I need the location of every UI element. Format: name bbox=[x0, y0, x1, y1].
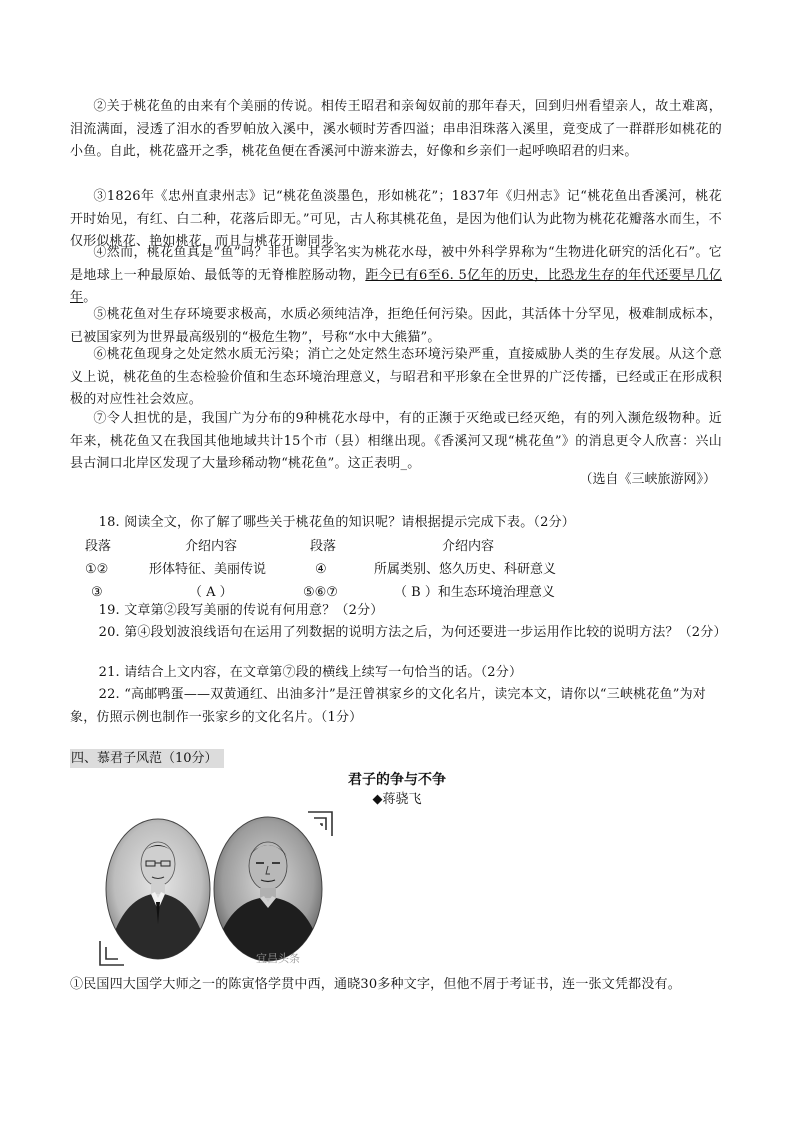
section-heading: 四、慕君子风范（10分） bbox=[70, 749, 224, 768]
frame-corner-top-right bbox=[308, 812, 332, 836]
frame-corner-bottom-left bbox=[100, 941, 124, 965]
question-20: 20. 第④段划波浪线语句在运用了列数据的说明方法之后，为何还要进一步运用作比较的说明方法？（2分） bbox=[98, 625, 727, 640]
paragraph-5: ⑤桃花鱼对生存环境要求极高，水质必须纯洁净，拒绝任何污染。因此，其活体十分罕见，极难制成标本，已被国家列为世界最高级别的“极危生物”，号称“水中大熊猫”。 bbox=[70, 307, 722, 345]
paragraph-4-end: 。 bbox=[83, 290, 97, 305]
portrait-illustration bbox=[96, 806, 336, 971]
portrait-photo bbox=[96, 806, 336, 971]
table-header-row bbox=[85, 535, 645, 558]
paragraph-4-wavy-sentence: 距今已有6至6. 5亿年的历史，比恐龙生存的年代还要早几亿年 bbox=[70, 267, 722, 305]
table-cell: ④ bbox=[315, 562, 327, 577]
table-header-cell: 介绍内容 bbox=[185, 539, 238, 554]
question-21: 21. 请结合上文内容，在文章第⑦段的横线上续写一句恰当的话。（2分） bbox=[98, 665, 523, 680]
table-cell: 所属类别、悠久历史、科研意义 bbox=[374, 562, 557, 577]
table-cell: ③ bbox=[91, 585, 103, 600]
table-header-cell: 介绍内容 bbox=[442, 539, 495, 554]
paragraph-4-text: ④然而，桃花鱼真是“鱼”吗？非也。其学名实为桃花水母，被中外科学界称为“生物进化研究的活化石”。它是地球上一种最原始、最低等的无脊椎腔肠动物， bbox=[70, 245, 722, 283]
watermark-label: 宜昌头条 bbox=[256, 952, 300, 965]
paragraph-2: ②关于桃花鱼的由来有个美丽的传说。相传王昭君和亲匈奴前的那年春天，回到归州看望亲人，故土难离，泪流满面，浸透了泪水的香罗帕放入溪中，溪水顿时芳香四溢；串串泪珠落入溪里，竟变成了一群群形如桃花的小鱼。自此，桃花盛开之季，桃花鱼便在香溪河中游来游去，好像和乡亲们一起呼唤昭君的归来。 bbox=[70, 99, 722, 159]
table-answer-blank-b[interactable]: （ B ）和生态环境治理意义 bbox=[394, 585, 555, 600]
table-cell: ⑤⑥⑦ bbox=[303, 585, 338, 600]
table-cell: 形体特征、美丽传说 bbox=[149, 562, 267, 577]
paragraph-6: ⑥桃花鱼现身之处定然水质无污染；消亡之处定然生态环境污染严重，直接威胁人类的生存发展。从这个意义上说，桃花鱼的生态检验价值和生态环境治理意义，与昭君和平形象在全世界的广泛传播，已经或正在形成积极的对应性社会效应。 bbox=[70, 347, 722, 407]
knowledge-table bbox=[85, 535, 645, 604]
question-18: 18. 阅读全文，你了解了哪些关于桃花鱼的知识呢？请根据提示完成下表。（2分） bbox=[98, 515, 575, 530]
table-row bbox=[85, 558, 645, 581]
paragraph-3: ③1826年《忠州直隶州志》记“桃花鱼淡墨色，形如桃花”；1837年《归州志》记“桃花鱼出香溪河，桃花开时始见，有红、白二种，花落后即无。”可见，古人称其桃花鱼，是因为他们认为此物为桃花花瓣落水而生，不仅形似桃花、艳如桃花，而且与桃花开谢同步。 bbox=[70, 189, 722, 249]
source-note: （选自《三峡旅游网》） bbox=[579, 472, 716, 487]
table-cell: ①② bbox=[85, 562, 109, 577]
article-paragraph-1: ①民国四大国学大师之一的陈寅恪学贯中西，通晓30多种文字，但他不屑于考证书，连一张文凭都没有。 bbox=[70, 977, 681, 992]
question-22: 22. “高邮鸭蛋——双黄通红、出油多汁”是汪曾祺家乡的文化名片，读完本文，请你以“三峡桃花鱼”为对象，仿照示例也制作一张家乡的文化名片。（1分） bbox=[70, 687, 706, 725]
paragraph-4 bbox=[70, 242, 722, 310]
article-title: 君子的争与不争 bbox=[348, 772, 446, 788]
table-answer-blank-a[interactable]: （ A ） bbox=[189, 585, 233, 600]
table-header-cell: 段落 bbox=[85, 539, 112, 554]
paragraph-7: ⑦令人担忧的是，我国广为分布的9种桃花水母中，有的正濒于灭绝或已经灭绝，有的列入濒危级物种。近年来，桃花鱼又在我国其他地域共计15个市（县）相继出现。《香溪河又现“桃花鱼”》的消息更令人欣喜：兴山县古洞口北岸区发现了大量珍稀动物“桃花鱼”。这正表明_。 bbox=[70, 411, 722, 471]
article-author: ◆蒋骁飞 bbox=[372, 792, 422, 807]
table-header-cell: 段落 bbox=[310, 539, 337, 554]
question-19: 19. 文章第②段写美丽的传说有何用意？（2分） bbox=[98, 603, 384, 618]
